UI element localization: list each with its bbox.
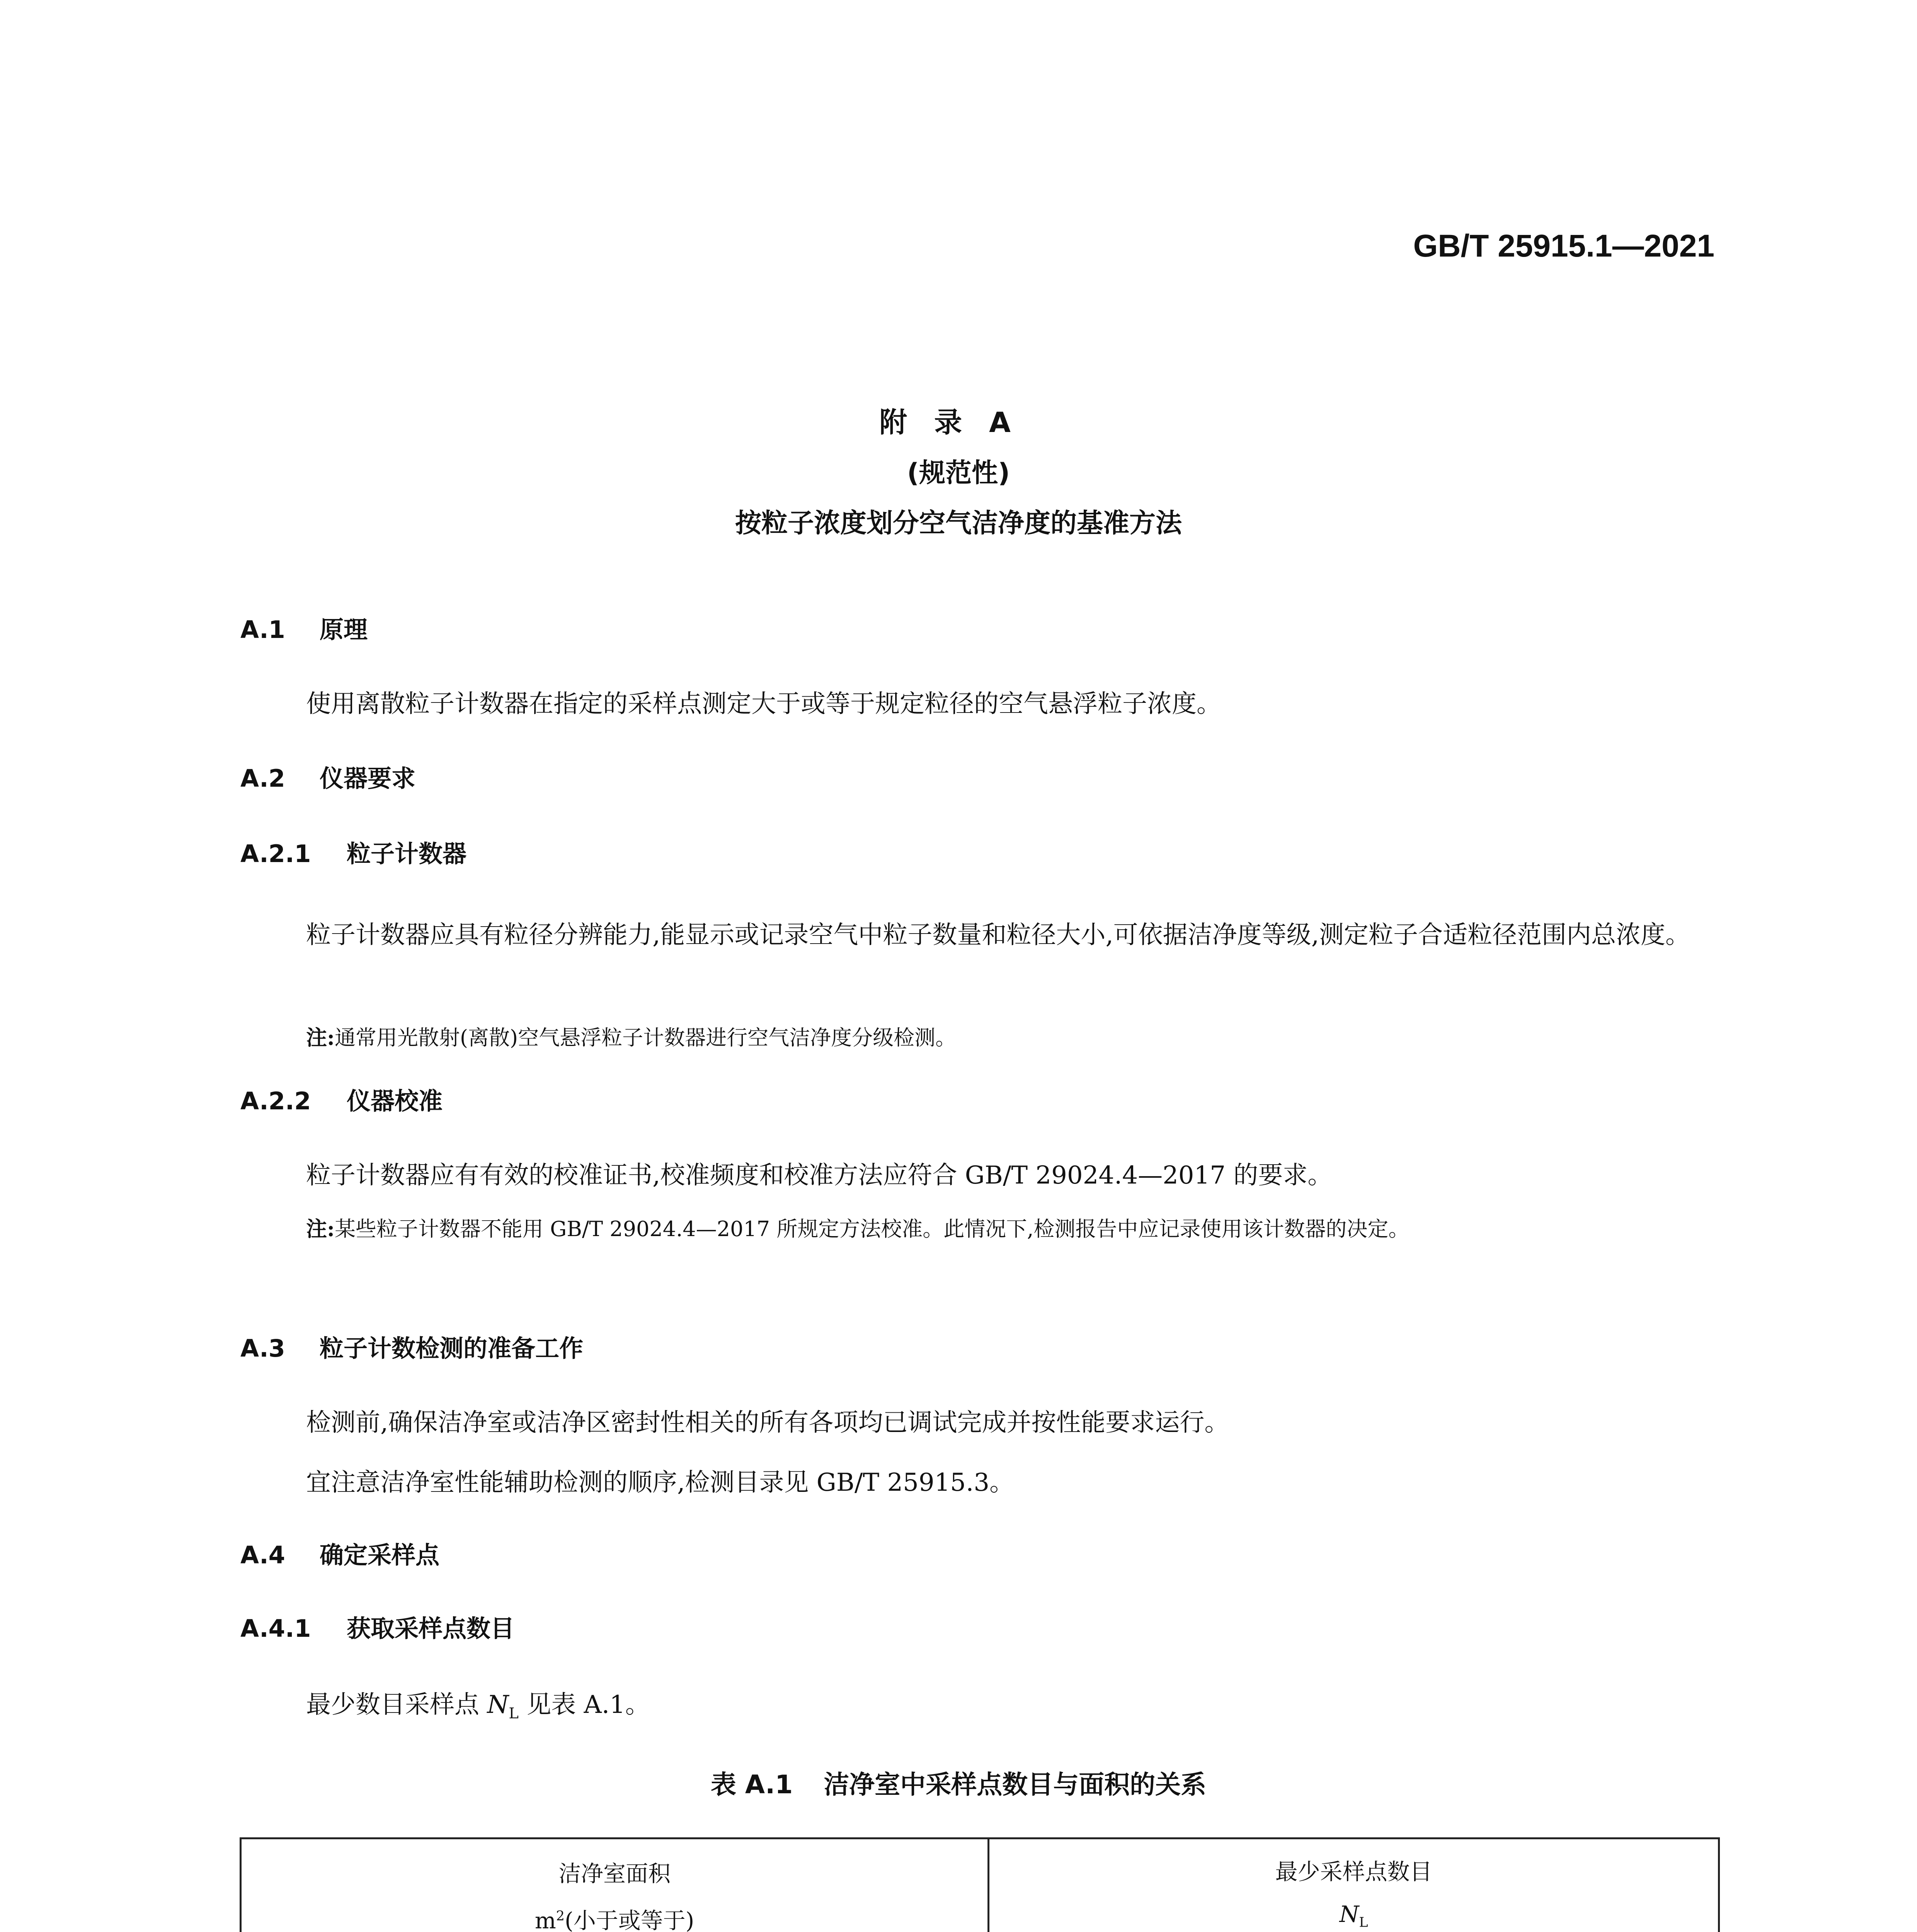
paragraph-a1: 使用离散粒子计数器在指定的采样点测定大于或等于规定粒径的空气悬浮粒子浓度。 (306, 690, 1221, 718)
note-a22 (306, 1206, 1763, 1252)
note-text: 某些粒子计数器不能用 GB/T 29024.4—2017 所规定方法校准。此情况下,检测报告中应记录使用该计数器的决定。 (334, 1217, 1410, 1241)
paragraph-a21: 粒子计数器应具有粒径分辨能力,能显示或记录空气中粒子数量和粒径大小,可依据洁净度等级,测定粒子合适粒径范围内总浓度。 (306, 921, 1691, 949)
note-a21 (306, 1014, 1721, 1061)
section-title: 粒子计数检测的准备工作 (320, 1334, 584, 1362)
paragraph-a3-2: 宜注意洁净室性能辅助检测的顺序,检测目录见 GB/T 25915.3。 (306, 1468, 1015, 1497)
standard-number: GB/T 25915.1—2021 (1413, 228, 1714, 264)
section-title: 粒子计数器 (347, 840, 467, 868)
section-title: 获取采样点数目 (347, 1614, 515, 1643)
sampling-points-table (240, 1837, 1720, 1932)
note-text: 通常用光散射(离散)空气悬浮粒子计数器进行空气洁净度分级检测。 (334, 1026, 957, 1050)
section-number: A.4.1 (240, 1614, 311, 1643)
table-caption-title: 洁净室中采样点数目与面积的关系 (824, 1770, 1207, 1799)
paragraph-a3-1: 检测前,确保洁净室或洁净区密封性相关的所有各项均已调试完成并按性能要求运行。 (306, 1408, 1229, 1437)
section-number: A.3 (240, 1334, 285, 1362)
section-title: 仪器要求 (320, 764, 416, 793)
paragraph-a22: 粒子计数器应有有效的校准证书,校准频度和校准方法应符合 GB/T 29024.4—2017 的要求。 (306, 1161, 1333, 1190)
section-heading-a22 (240, 1082, 443, 1116)
appendix-title: 附录A (879, 406, 1038, 439)
text-segment: 见表 A.1。 (518, 1690, 650, 1719)
symbol-nl: $N_L$ (487, 1690, 519, 1722)
table-header-row (241, 1838, 1719, 1932)
appendix-name: 按粒子浓度划分空气洁净度的基准方法 (735, 508, 1182, 539)
text-segment: 最少数目采样点 (306, 1690, 487, 1719)
section-heading-a2 (240, 759, 415, 794)
table-caption-number: 表 A.1 (710, 1770, 793, 1799)
section-heading-a41 (240, 1609, 514, 1644)
section-number: A.1 (240, 616, 285, 644)
section-title: 确定采样点 (320, 1541, 440, 1569)
column-header-points: 最少采样点数目 $N_L$ (989, 1838, 1719, 1932)
section-heading-a21 (240, 835, 466, 869)
section-heading-a4 (240, 1536, 439, 1570)
section-heading-a1 (240, 611, 368, 645)
section-number: A.2 (240, 764, 285, 793)
paragraph-a41 (306, 1685, 650, 1722)
note-label: 注: (306, 1216, 335, 1241)
section-number: A.4 (240, 1541, 285, 1569)
column-header-area: 洁净室面积 $m^2$(小于或等于) (241, 1838, 989, 1932)
section-title: 仪器校准 (347, 1087, 443, 1115)
table-caption (0, 1764, 1917, 1801)
section-number: A.2.2 (240, 1087, 311, 1115)
section-title: 原理 (320, 616, 368, 644)
section-heading-a3 (240, 1329, 583, 1364)
appendix-type: (规范性) (907, 458, 1010, 488)
note-label: 注: (306, 1025, 335, 1050)
section-number: A.2.1 (240, 840, 311, 868)
